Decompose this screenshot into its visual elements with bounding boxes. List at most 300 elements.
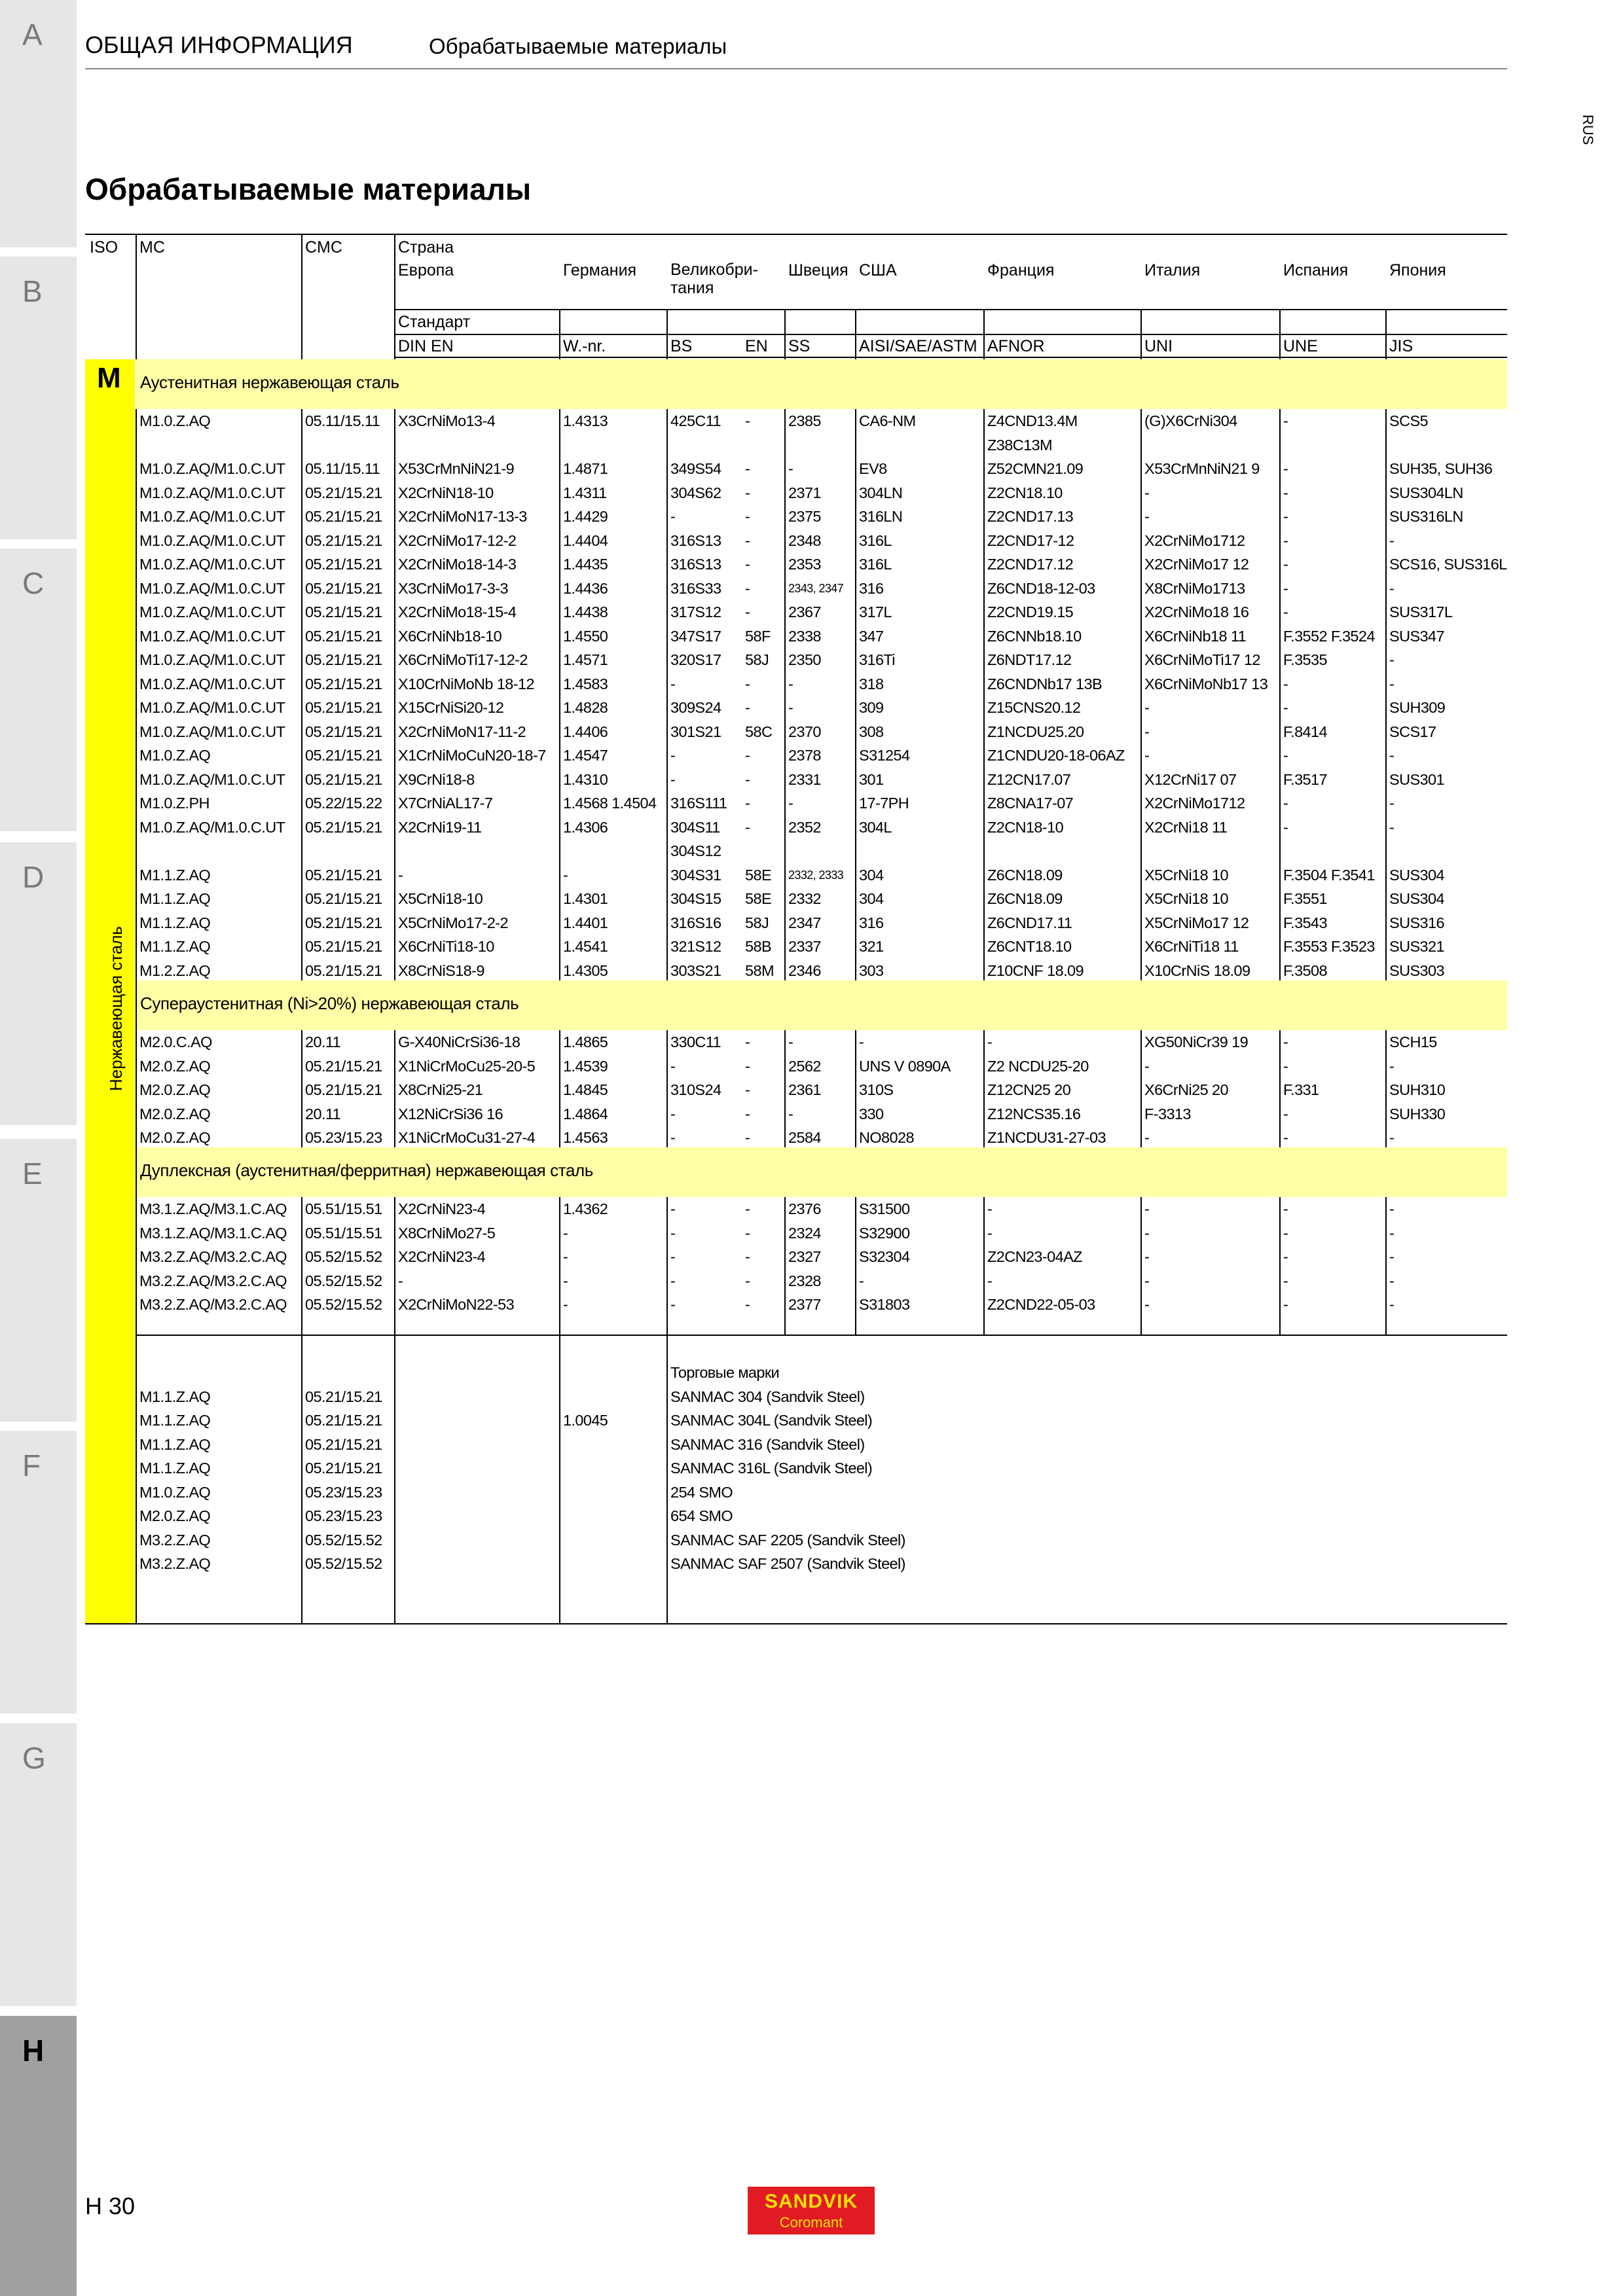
section-tab-sidebar xyxy=(0,0,77,2296)
tm-cmc: 05.21/15.21 xyxy=(305,1435,382,1453)
cell-bs: 321S12 xyxy=(670,938,721,955)
cell-bs: - xyxy=(670,1248,676,1265)
table-vline xyxy=(983,409,985,980)
section-tab-a[interactable] xyxy=(0,0,77,247)
section-tab-letter: A xyxy=(22,18,43,52)
cell-din: X1NiCrMoCu31-27-4 xyxy=(398,1129,536,1146)
section-tab-letter: B xyxy=(22,274,43,308)
section-tab-letter: G xyxy=(22,1741,46,1775)
cell-bs: - xyxy=(670,508,676,525)
cell-din: X2CrNiMoN17-13-3 xyxy=(398,508,527,525)
cell-mc: M3.2.Z.AQ/M3.2.C.AQ xyxy=(139,1296,287,1313)
cell-din: X5CrNiMo17-2-2 xyxy=(398,914,508,931)
cell-uni: X2CrNiMo1712 xyxy=(1144,795,1245,812)
cell-une: - xyxy=(1283,1057,1288,1075)
cell-aisi: 316Ti xyxy=(859,651,895,668)
cell-wnr: 1.4539 xyxy=(563,1057,608,1075)
table-vline xyxy=(1385,409,1387,980)
col-head-germany: Германия xyxy=(563,261,637,279)
cell-cmc: 05.23/15.23 xyxy=(305,1129,382,1146)
table-vline xyxy=(301,1030,302,1147)
col-head-country: Страна xyxy=(398,238,454,257)
cell-afnor: Z1NCDU31-27-03 xyxy=(987,1129,1106,1146)
cell-une: F.3517 xyxy=(1283,770,1327,788)
col-head-spain: Испания xyxy=(1283,261,1349,279)
table-vline xyxy=(666,1197,668,1335)
cell-une: F.3551 xyxy=(1283,890,1327,907)
iso-group-badge: M xyxy=(97,362,121,394)
cell-aisi: 316 xyxy=(859,914,884,931)
cell-jis: - xyxy=(1389,1296,1395,1313)
cell-mc: M2.0.Z.AQ xyxy=(139,1057,211,1075)
cell-ss: 2337 xyxy=(788,938,821,955)
cell-bs: - xyxy=(670,1129,676,1146)
tm-cmc: 05.21/15.21 xyxy=(305,1388,382,1405)
cell-afnor: Z2CND19.15 xyxy=(987,603,1074,620)
cell-uni: X5CrNi18 10 xyxy=(1144,866,1228,884)
table-vline xyxy=(855,1030,856,1147)
logo-sub: Coromant xyxy=(779,2214,843,2231)
cell-en: 58E xyxy=(745,890,772,907)
cell-afnor: Z2CND22-05-03 xyxy=(987,1296,1095,1313)
cell-din: X2CrNiMo17-12-2 xyxy=(398,531,517,549)
cell-wnr: 1.4362 xyxy=(563,1200,608,1217)
cell-une: F.3553 F.3523 xyxy=(1283,938,1375,955)
table-vline xyxy=(301,409,302,980)
cell-mc: M2.0.C.AQ xyxy=(139,1033,212,1050)
cell-din: X8CrNi25-21 xyxy=(398,1081,483,1098)
cell-uni: X12CrNi17 07 xyxy=(1144,770,1237,788)
cell-en: - xyxy=(745,699,750,716)
table-vline xyxy=(784,409,786,980)
cell-ss: 2324 xyxy=(788,1224,821,1242)
cell-aisi: 318 xyxy=(859,675,884,692)
cell-bs: 316S33 xyxy=(670,579,721,597)
cell-uni: XG50NiCr39 19 xyxy=(1144,1033,1249,1050)
cell-din: X9CrNi18-8 xyxy=(398,770,475,788)
cell-ss: 2327 xyxy=(788,1248,821,1265)
cell-cmc: 05.21/15.21 xyxy=(305,579,382,597)
table-vline xyxy=(1140,1030,1142,1147)
cell-bs: - xyxy=(670,747,676,764)
table-vline xyxy=(559,409,560,980)
cell-din: - xyxy=(398,1272,403,1289)
cell-une: - xyxy=(1283,1033,1288,1050)
material-category-label: Нержавеющая сталь xyxy=(106,926,126,1091)
cell-jis: SUH309 xyxy=(1389,699,1446,716)
cell-mc: M1.0.Z.AQ/M1.0.C.UT xyxy=(139,556,285,573)
cell-din: X8CrNiS18-9 xyxy=(398,961,484,979)
cell-aisi: 310S xyxy=(859,1081,894,1098)
table-vline xyxy=(1385,1030,1387,1147)
cell-line: Z38C13M xyxy=(987,436,1052,454)
cell-une: - xyxy=(1283,484,1288,501)
cell-mc: M1.0.Z.AQ/M1.0.C.UT xyxy=(139,818,285,836)
cell-en: - xyxy=(745,795,750,812)
std-uni: UNI xyxy=(1144,337,1173,355)
cell-din: X2CrNiMo18-15-4 xyxy=(398,603,517,620)
table-hline xyxy=(394,357,1507,358)
cell-ss: 2375 xyxy=(788,508,821,525)
cell-bs: - xyxy=(670,1200,676,1217)
std-bs: BS xyxy=(670,337,693,355)
cell-en: - xyxy=(745,818,750,836)
cell-en: 58E xyxy=(745,866,772,884)
cell-en: - xyxy=(745,603,750,620)
cell-ss: 2353 xyxy=(788,556,821,573)
section-tab-letter: C xyxy=(22,566,45,600)
tm-cmc: 05.52/15.52 xyxy=(305,1531,382,1549)
cell-afnor: Z6CND17.11 xyxy=(987,914,1072,931)
col-head-france: Франция xyxy=(987,261,1055,279)
cell-din: X10CrNiMoNb 18-12 xyxy=(398,675,534,692)
section-tab-letter: E xyxy=(22,1157,43,1191)
cell-jis: - xyxy=(1389,1224,1395,1242)
cell-jis: SUH35, SUH36 xyxy=(1389,460,1493,477)
cell-bs: 310S24 xyxy=(670,1081,721,1098)
cell-une: - xyxy=(1283,818,1288,836)
cell-mc: M1.0.Z.AQ/M1.0.C.UT xyxy=(139,627,285,645)
sandvik-coromant-logo xyxy=(748,2187,875,2234)
tm-name: 254 SMO xyxy=(670,1483,733,1501)
tm-cmc: 05.21/15.21 xyxy=(305,1460,382,1477)
cell-en: - xyxy=(745,508,750,525)
cell-jis: SUS317L xyxy=(1389,603,1453,620)
cell-en: - xyxy=(745,1129,750,1146)
cell-aisi: - xyxy=(859,1033,864,1050)
cell-afnor: Z6CNNb18.10 xyxy=(987,627,1082,645)
table-vline xyxy=(1385,309,1387,359)
cell-uni: X2CrNiMo1712 xyxy=(1144,531,1245,549)
cell-une: - xyxy=(1283,699,1288,716)
cell-une: - xyxy=(1283,412,1288,429)
cell-afnor: Z2CND17.12 xyxy=(987,556,1074,573)
cell-line: 304S11 xyxy=(670,818,720,836)
cell-cmc: 05.21/15.21 xyxy=(305,938,382,955)
cell-mc: M1.1.Z.AQ xyxy=(139,890,211,907)
col-head-usa: США xyxy=(859,261,897,279)
cell-aisi: S31254 xyxy=(859,747,910,764)
table-vline xyxy=(394,234,395,359)
cell-ss: - xyxy=(788,1033,793,1050)
tm-wnr: 1.0045 xyxy=(563,1412,608,1429)
cell-en: - xyxy=(745,460,750,477)
cell-wnr: 1.4406 xyxy=(563,723,608,740)
table-hline xyxy=(136,1335,1507,1336)
cell-ss: 2332, 2333 xyxy=(788,868,844,882)
cell-wnr: 1.4311 xyxy=(563,484,607,501)
tm-cmc: 05.52/15.52 xyxy=(305,1555,382,1572)
cell-une: - xyxy=(1283,1248,1288,1265)
cell-uni: X2CrNi18 11 xyxy=(1144,818,1228,836)
cell-aisi: NO8028 xyxy=(859,1129,914,1146)
table-vline xyxy=(1279,309,1281,359)
cell-ss: 2348 xyxy=(788,531,821,549)
section-tab-b[interactable] xyxy=(0,257,77,539)
cell-ss: 2350 xyxy=(788,651,821,668)
cell-mc: M3.1.Z.AQ/M3.1.C.AQ xyxy=(139,1200,287,1217)
cell-cmc: 05.52/15.52 xyxy=(305,1296,382,1313)
cell-une: F.3543 xyxy=(1283,914,1327,931)
tm-name: SANMAC SAF 2507 (Sandvik Steel) xyxy=(670,1555,905,1572)
table-vline xyxy=(666,309,668,359)
cell-ss: 2562 xyxy=(788,1057,821,1075)
cell-ss: 2343, 2347 xyxy=(788,581,844,595)
cell-jis: SCH15 xyxy=(1389,1033,1437,1050)
cell-jis: - xyxy=(1389,1200,1395,1217)
cell-mc: M1.0.Z.AQ/M1.0.C.UT xyxy=(139,770,285,788)
cell-din: X2CrNi19-11 xyxy=(398,818,482,836)
cell-cmc: 05.21/15.21 xyxy=(305,675,382,692)
cell-jis: - xyxy=(1389,651,1395,668)
cell-bs: 316S13 xyxy=(670,531,721,549)
cell-afnor xyxy=(987,409,1139,457)
cell-en: - xyxy=(745,770,750,788)
tm-mc: M1.1.Z.AQ xyxy=(139,1460,211,1477)
cell-cmc: 05.21/15.21 xyxy=(305,723,382,740)
cell-en: - xyxy=(745,1033,750,1050)
tm-mc: M3.2.Z.AQ xyxy=(139,1555,211,1572)
table-vline xyxy=(394,1335,395,1624)
cell-cmc: 20.11 xyxy=(305,1033,341,1050)
table-vline xyxy=(666,409,668,980)
cell-cmc: 05.21/15.21 xyxy=(305,484,382,501)
cell-mc: M1.0.Z.AQ/M1.0.C.UT xyxy=(139,699,285,716)
cell-mc: M1.0.Z.AQ/M1.0.C.UT xyxy=(139,723,285,740)
cell-jis: - xyxy=(1389,531,1395,549)
materials-table xyxy=(85,234,1507,1624)
std-wnr: W.-nr. xyxy=(563,337,606,355)
cell-en: - xyxy=(745,531,750,549)
table-vline xyxy=(784,309,786,359)
cell-une: - xyxy=(1283,508,1288,525)
cell-jis: SCS5 xyxy=(1389,412,1428,429)
cell-uni: - xyxy=(1144,1224,1150,1242)
cell-cmc: 05.21/15.21 xyxy=(305,866,382,884)
cell-uni: X10CrNiS 18.09 xyxy=(1144,961,1250,979)
cell-uni: - xyxy=(1144,723,1150,740)
cell-afnor: - xyxy=(987,1272,993,1289)
header-subsection: Обрабатываемые материалы xyxy=(429,34,727,58)
cell-cmc: 05.52/15.52 xyxy=(305,1248,382,1265)
cell-afnor: Z12NCS35.16 xyxy=(987,1105,1081,1122)
col-head-japan: Япония xyxy=(1389,261,1446,279)
col-head-sweden: Швеция xyxy=(788,261,848,279)
cell-cmc: 05.21/15.21 xyxy=(305,699,382,716)
std-en: EN xyxy=(745,337,768,355)
table-vline xyxy=(394,1197,395,1335)
cell-aisi: 308 xyxy=(859,723,884,740)
cell-jis: SUS301 xyxy=(1389,770,1444,788)
cell-bs: - xyxy=(670,1105,676,1122)
cell-wnr: 1.4547 xyxy=(563,747,608,764)
col-head-uk xyxy=(670,260,758,297)
section-tab-e[interactable] xyxy=(0,1139,77,1422)
cell-une: - xyxy=(1283,1224,1288,1242)
cell-afnor: Z8CNA17-07 xyxy=(987,795,1074,812)
cell-une: - xyxy=(1283,531,1288,549)
cell-mc: M3.2.Z.AQ/M3.2.C.AQ xyxy=(139,1248,287,1265)
cell-une: F.331 xyxy=(1283,1081,1319,1098)
tm-name: SANMAC 304L (Sandvik Steel) xyxy=(670,1412,873,1429)
col-head-uk-line: Великобри- xyxy=(670,260,758,279)
cell-din: X8CrNiMo27-5 xyxy=(398,1224,496,1242)
cell-bs: - xyxy=(670,1296,676,1313)
cell-wnr: 1.4541 xyxy=(563,938,608,955)
cell-bs: 309S24 xyxy=(670,699,721,716)
tm-mc: M1.1.Z.AQ xyxy=(139,1388,211,1405)
cell-jis: SUH310 xyxy=(1389,1081,1446,1098)
cell-cmc: 05.21/15.21 xyxy=(305,961,382,979)
cell-une: - xyxy=(1283,747,1288,764)
cell-aisi: S32304 xyxy=(859,1248,910,1265)
tm-mc: M1.1.Z.AQ xyxy=(139,1412,211,1429)
cell-cmc: 05.51/15.51 xyxy=(305,1224,382,1242)
cell-uni: F-3313 xyxy=(1144,1105,1191,1122)
std-jis: JIS xyxy=(1389,337,1413,355)
cell-uni: X6CrNiMoNb17 13 xyxy=(1144,675,1268,692)
cell-ss: 2332 xyxy=(788,890,821,907)
cell-une: - xyxy=(1283,1129,1288,1146)
cell-en: - xyxy=(745,412,750,429)
std-aisi: AISI/SAE/ASTM xyxy=(859,337,977,355)
cell-wnr: - xyxy=(563,1296,568,1313)
cell-mc: M1.0.Z.PH xyxy=(139,795,210,812)
cell-afnor: Z1CNDU20-18-06AZ xyxy=(987,747,1125,764)
cell-cmc: 05.21/15.21 xyxy=(305,770,382,788)
col-head-europe: Европа xyxy=(398,261,454,279)
cell-wnr: 1.4845 xyxy=(563,1081,608,1098)
table-vline xyxy=(394,1030,395,1147)
cell-cmc: 05.21/15.21 xyxy=(305,531,382,549)
table-vline xyxy=(1279,1030,1281,1147)
cell-une: - xyxy=(1283,795,1288,812)
cell-cmc: 05.52/15.52 xyxy=(305,1272,382,1289)
logo-brand: SANDVIK xyxy=(764,2191,858,2212)
cell-en: - xyxy=(745,1272,750,1289)
cell-ss: 2377 xyxy=(788,1296,821,1313)
cell-uni: X2CrNiMo17 12 xyxy=(1144,556,1249,573)
section-tab-c[interactable] xyxy=(0,548,77,831)
cell-cmc: 05.22/15.22 xyxy=(305,795,382,812)
cell-wnr: 1.4435 xyxy=(563,556,608,573)
cell-uni: - xyxy=(1144,1057,1150,1075)
tm-name: 654 SMO xyxy=(670,1507,733,1524)
cell-uni: - xyxy=(1144,1272,1150,1289)
cell-mc: M1.0.Z.AQ/M1.0.C.UT xyxy=(139,603,285,620)
cell-aisi: 17-7PH xyxy=(859,795,909,812)
cell-wnr: - xyxy=(563,866,568,884)
cell-en: - xyxy=(745,1248,750,1265)
cell-afnor: Z2CND17.13 xyxy=(987,508,1074,525)
cell-une: - xyxy=(1283,556,1288,573)
col-head-iso: ISO xyxy=(90,238,119,257)
table-vline xyxy=(1140,1197,1142,1335)
cell-ss: 2338 xyxy=(788,627,821,645)
std-une: UNE xyxy=(1283,337,1318,355)
section-tab-letter: D xyxy=(22,860,45,894)
cell-afnor: Z15CNS20.12 xyxy=(987,699,1081,716)
cell-ss: 2370 xyxy=(788,723,821,740)
tm-name: SANMAC 316 (Sandvik Steel) xyxy=(670,1435,865,1453)
cell-uni: X6CrNiMoTi17 12 xyxy=(1144,651,1260,668)
cell-wnr: 1.4864 xyxy=(563,1105,608,1122)
cell-bs: 317S12 xyxy=(670,603,721,620)
section-tab-d[interactable] xyxy=(0,842,77,1125)
cell-uni: X6CrNiTi18 11 xyxy=(1144,938,1239,955)
cell-en: - xyxy=(745,1105,750,1122)
cell-aisi: 316 xyxy=(859,579,884,597)
cell-jis: SUS321 xyxy=(1389,938,1444,955)
cell-bs: 347S17 xyxy=(670,627,721,645)
cell-ss: 2352 xyxy=(788,818,821,836)
section-tab-h[interactable] xyxy=(0,2016,77,2296)
cell-cmc: 05.21/15.21 xyxy=(305,890,382,907)
cell-une: - xyxy=(1283,675,1288,692)
cell-wnr: 1.4563 xyxy=(563,1129,608,1146)
cell-bs: 316S16 xyxy=(670,914,721,931)
cell-ss: - xyxy=(788,699,793,716)
cell-line: 304S12 xyxy=(670,842,721,859)
cell-ss: 2385 xyxy=(788,412,821,429)
col-head-mc: MC xyxy=(139,238,165,257)
cell-wnr: 1.4550 xyxy=(563,627,608,645)
cell-aisi: S31500 xyxy=(859,1200,910,1217)
cell-cmc: 05.51/15.51 xyxy=(305,1200,382,1217)
cell-wnr: 1.4429 xyxy=(563,508,608,525)
cell-wnr: 1.4301 xyxy=(563,890,608,907)
table-vline xyxy=(559,309,560,359)
section-tab-letter: F xyxy=(22,1448,41,1482)
cell-wnr: 1.4404 xyxy=(563,531,608,549)
cell-wnr: 1.4568 1.4504 xyxy=(563,795,657,812)
cell-aisi: 304L xyxy=(859,818,892,836)
cell-en: - xyxy=(745,1296,750,1313)
table-vline xyxy=(301,1335,302,1624)
cell-uni: - xyxy=(1144,1248,1150,1265)
cell-une: F.8414 xyxy=(1283,723,1327,740)
cell-une: F.3535 xyxy=(1283,651,1327,668)
cell-en: - xyxy=(745,579,750,597)
cell-ss: - xyxy=(788,460,793,477)
std-afnor: AFNOR xyxy=(987,337,1045,355)
table-hline xyxy=(394,309,1507,310)
cell-afnor: - xyxy=(987,1200,993,1217)
cell-cmc: 05.21/15.21 xyxy=(305,1057,382,1075)
section-tab-g[interactable] xyxy=(0,1723,77,2006)
tm-cmc: 05.23/15.23 xyxy=(305,1507,382,1524)
cell-afnor: Z6CN18.09 xyxy=(987,866,1063,884)
cell-jis: - xyxy=(1389,818,1395,836)
table-vline xyxy=(559,1197,560,1335)
header-rule xyxy=(85,68,1507,69)
cell-cmc: 05.21/15.21 xyxy=(305,651,382,668)
cell-afnor: Z52CMN21.09 xyxy=(987,460,1084,477)
cell-uni: - xyxy=(1144,747,1150,764)
col-head-uk-line: тания xyxy=(670,279,714,297)
cell-cmc: 05.21/15.21 xyxy=(305,627,382,645)
table-vline xyxy=(784,1197,786,1335)
cell-afnor: Z12CN25 20 xyxy=(987,1081,1071,1098)
cell-din: X6CrNiTi18-10 xyxy=(398,938,494,955)
cell-ss: - xyxy=(788,1105,793,1122)
std-ss: SS xyxy=(788,337,811,355)
cell-en: 58F xyxy=(745,627,771,645)
cell-aisi: 303 xyxy=(859,961,884,979)
cell-bs: 425C11 xyxy=(670,412,721,429)
cell-bs: 304S62 xyxy=(670,484,721,501)
section-tab-f[interactable] xyxy=(0,1431,77,1713)
